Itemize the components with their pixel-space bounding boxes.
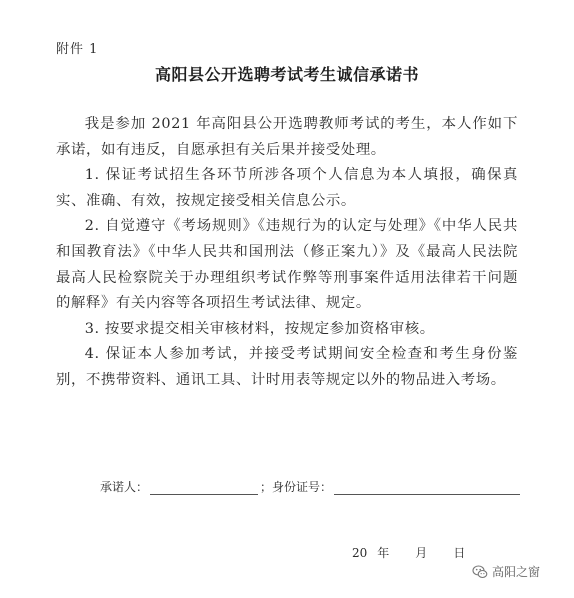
document-body [56, 112, 518, 394]
date-month-unit: 月 [415, 546, 428, 560]
promiser-blank [150, 482, 258, 495]
watermark [472, 563, 540, 580]
pledge-item-3: 3. 按要求提交相关审核材料，按规定参加资格审核。 [84, 320, 435, 337]
id-number-label: ；身份证号： [260, 480, 333, 494]
pledge-item-4: 4. 保证本人参加考试，并接受考试期间安全检查和考生身份鉴别，不携带资料、通讯工具、计时用表等规定以外的物品进入考场。 [56, 346, 518, 388]
promiser-label: 承诺人： [100, 480, 149, 494]
wechat-icon [472, 564, 488, 580]
pledge-item-2: 2. 自觉遵守《考场规则》《违规行为的认定与处理》《中华人民共和国教育法》《中华人民共和国刑法（修正案九）》及《最高人民法院 最高人民检察院关于办理组织考试作弊等刑事案件适用法律若干问题的解释》有关内容等各项招生考试法律、规定。 [56, 218, 518, 312]
intro-paragraph: 我是参加 2021 年高阳县公开选聘教师考试的考生，本人作如下承诺，如有违反，自愿承担有关后果并接受处理。 [56, 116, 518, 158]
id-number-blank [334, 482, 520, 495]
pledge-item-1: 1. 保证考试招生各环节所涉各项个人信息为本人填报，确保真实、准确、有效，按规定接受相关信息公示。 [56, 167, 518, 209]
date-day-unit: 日 [453, 546, 466, 560]
signature-row [100, 478, 522, 495]
date-row [352, 544, 465, 561]
document-title: 高阳县公开选聘考试考生诚信承诺书 [154, 65, 419, 84]
watermark-text: 高阳之窗 [492, 565, 541, 579]
date-year-unit: 年 [377, 546, 390, 560]
attachment-label: 附件 1 [56, 42, 99, 57]
date-year: 20 [352, 546, 368, 560]
